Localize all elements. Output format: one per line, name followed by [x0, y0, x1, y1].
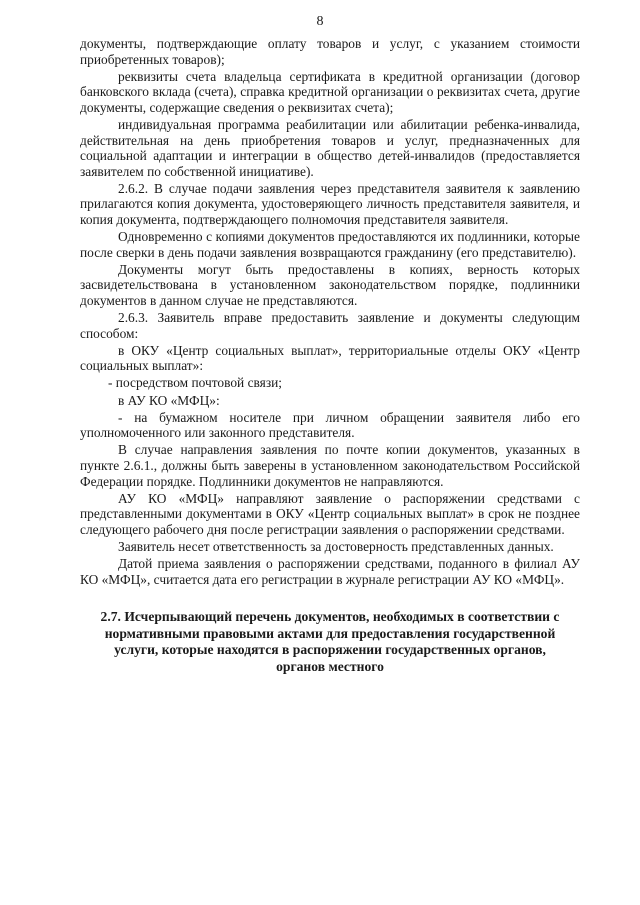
document-body — [80, 36, 580, 677]
paragraph-originals: Одновременно с копиями документов предоставляются их подлинники, которые после сверки в день подачи заявления возвращаются гражданину (его представителю). — [80, 229, 580, 260]
paragraph-acceptance-date: Датой приема заявления о распоряжении средствами, поданного в филиал АУ КО «МФЦ», считается дата его регистрации в журнале регистрации АУ КО «МФЦ». — [80, 556, 580, 587]
paragraph-2-6-2: 2.6.2. В случае подачи заявления через представителя заявителя к заявлению прилагаются копия документа, удостоверяющего личность представителя заявителя, и копия документа, подтверждающего полномочия представителя заявителя. — [80, 180, 580, 228]
list-item-paper: - на бумажном носителе при личном обращении заявителя либо его уполномоченного или законного представителя. — [80, 409, 580, 441]
paragraph-payment-documents: документы, подтверждающие оплату товаров и услуг, с указанием стоимости приобретенных товаров); — [80, 36, 580, 67]
paragraph-rehabilitation-program: индивидуальная программа реабилитации или абилитации ребенка-инвалида, действительная на день приобретения товаров и услуг, предназначенных для социальной адаптации и интеграции в общество детей-инвалидов (предоставляется заявителем по собственной инициативе). — [80, 116, 580, 179]
paragraph-2-6-3: 2.6.3. Заявитель вправе предоставить заявление и документы следующим способом: — [80, 310, 580, 341]
paragraph-account-details: реквизиты счета владельца сертификата в кредитной организации (договор банковского вклада (счета), справка кредитной организации о реквизитах счета, другие документы, содержащие сведения о реквизитах счета); — [80, 68, 580, 115]
paragraph-mail-copies: В случае направления заявления по почте копии документов, указанных в пункте 2.6.1., должны быть заверены в установленном законодательством Российской Федерации порядке. Подлинники документов не направляются. — [80, 442, 580, 489]
paragraph-au-ko-mfc: в АУ КО «МФЦ»: — [118, 392, 220, 408]
paragraph-responsibility: Заявитель несет ответственность за достоверность представленных данных. — [118, 538, 554, 554]
list-item-postal: - посредством почтовой связи; — [108, 375, 282, 391]
paragraph-copies: Документы могут быть предоставлены в копиях, верность которых засвидетельствована в установленном законодательством порядке, подлинники документов в данном случае не представляются. — [80, 261, 580, 308]
section-heading-2-7: 2.7. Исчерпывающий перечень документов, необходимых в соответствии с нормативными правовыми актами для предоставления государственной услуги, которые находятся в распоряжении государственных органов, органов местного — [100, 609, 560, 674]
page-number: 8 — [316, 14, 324, 29]
paragraph-mfc-forwarding: АУ КО «МФЦ» направляют заявление о распоряжении средствами с представленными документами в ОКУ «Центр социальных выплат» в срок не позднее следующего рабочего дня после регистрации заявления о распоряжении средствами. — [80, 490, 580, 537]
paragraph-oku-center: в ОКУ «Центр социальных выплат», территориальные отделы ОКУ «Центр социальных выплат»: — [80, 342, 580, 374]
